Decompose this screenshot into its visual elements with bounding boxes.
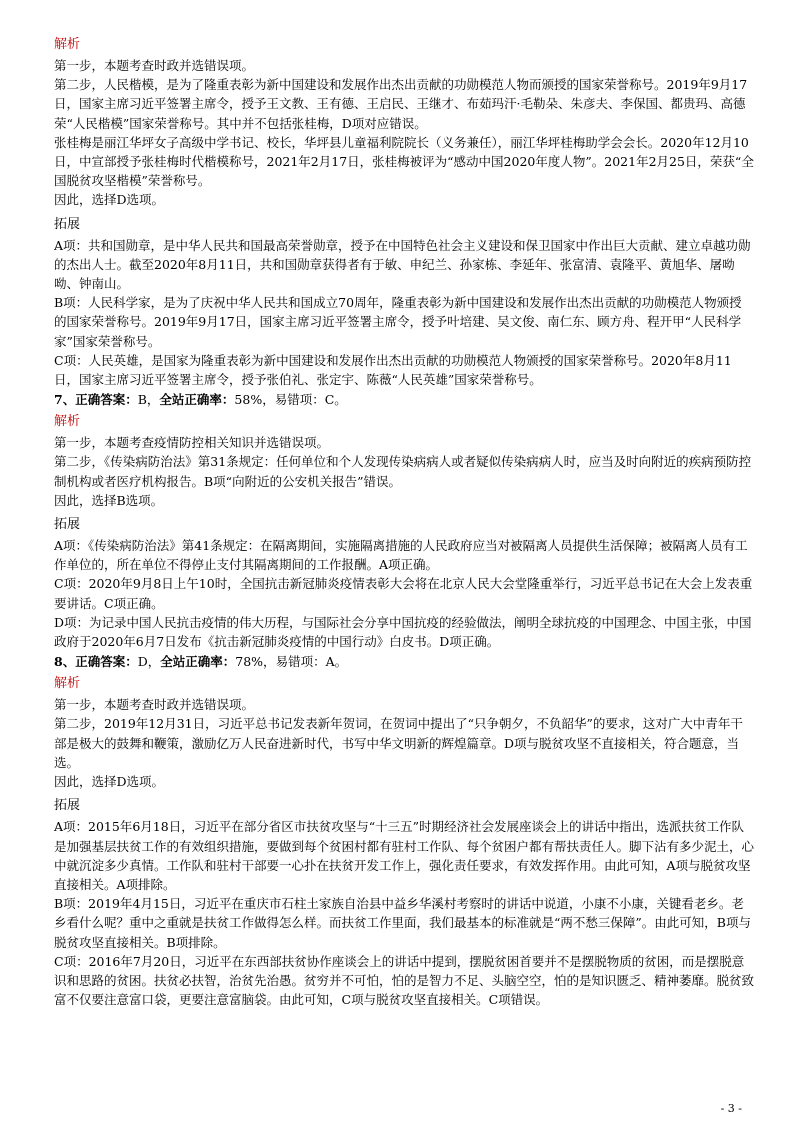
q8-answer-line [54, 651, 754, 673]
document-page [54, 34, 754, 1009]
q6-analysis-para: 张桂梅是丽江华坪女子高级中学书记、校长，华坪县儿童福利院院长（义务兼任），丽江华坪桂梅助学会会长。2020年12月10日，中宣部授予张桂梅时代楷模称号，2021年2月17日，张桂梅被评为“感动中国2020年度人物”。2021年2月25日，荣获“全国脱贫攻坚楷模”荣誉称号。 [54, 134, 754, 189]
q8-number: 8、 [54, 654, 76, 670]
q6-extension-para: C项：人民英雄，是国家为隆重表彰为新中国建设和发展作出杰出贡献的功勋模范人物颁授的国家荣誉称号。2020年8月11日，国家主席习近平签署主席令，授予张伯礼、张定宇、陈薇“人民英雄”国家荣誉称号。 [54, 352, 732, 388]
q7-analysis-para: 第一步，本题考查疫情防控相关知识并选错误项。 [54, 435, 330, 451]
q8-extension-para: B项：2019年4月15日，习近平在重庆市石柱土家族自治县中益乡华溪村考察时的讲话中说道，小康不小康，关键看老乡。老乡看什么呢？重中之重就是扶贫工作做得怎么样。而扶贫工作里面，我们最基本的标准就是“两不愁三保障”。由此可知，B项与脱贫攻坚直接相关。B项排除。 [54, 896, 751, 950]
q6-analysis-heading: 解析 [54, 37, 81, 52]
q7-answer: B， [137, 392, 160, 408]
q6-analysis-para: 第一步，本题考查时政并选错误项。 [54, 58, 255, 73]
q6-extension-para: A项：共和国勋章，是中华人民共和国最高荣誉勋章，授予在中国特色社会主义建设和保卫国家中作出巨大贡献、建立卓越功勋的杰出人士。截至2020年8月11日，共和国勋章获得者有于敏、申纪兰、孙家栋、李延年、张富清、袁隆平、黄旭华、屠呦呦、钟南山。 [54, 237, 751, 292]
q8-analysis-heading: 解析 [54, 676, 81, 692]
q8-analysis-para: 因此，选择D选项。 [54, 774, 165, 790]
page-number: - 3 - [720, 1102, 742, 1115]
q7-extension-heading: 拓展 [54, 517, 81, 533]
q7-extension-para: A项：《传染病防治法》第41条规定：在隔离期间，实施隔离措施的人民政府应当对被隔离人员提供生活保障；被隔离人员有工作单位的，所在单位不得停止支付其隔离期间的工作报酬。A项正确。 [54, 538, 748, 573]
q8-rate: 78%， [235, 654, 276, 670]
q8-analysis-para: 第二步，2019年12月31日，习近平总书记发表新年贺词，在贺词中提出了“只争朝夕，不负韶华”的要求，这对广大中青年干部是极大的鼓舞和鞭策，激励亿万人民奋进新时代，书写中华文明新的辉煌篇章。D项与脱贫攻坚不直接相关，符合题意，当选。 [54, 716, 743, 770]
q6-analysis-para: 因此，选择D选项。 [54, 192, 165, 208]
q8-extension-heading: 拓展 [54, 798, 81, 814]
q8-error-option: 易错项：A。 [275, 654, 348, 670]
q7-error-option: 易错项：C。 [274, 392, 347, 408]
q7-answer-label: 正确答案： [75, 392, 138, 408]
q8-analysis-para: 第一步，本题考查时政并选错误项。 [54, 697, 255, 713]
q7-rate: 58%， [234, 392, 275, 408]
q7-rate-label: 全站正确率： [159, 392, 235, 408]
q8-extension-para: C项：2016年7月20日，习近平在东西部扶贫协作座谈会上的讲话中提到，摆脱贫困首要并不是摆脱物质的贫困，而是摆脱意识和思路的贫困。扶贫必扶智，治贫先治愚。贫穷并不可怕，怕的是智力不足、头脑空空，怕的是知识匮乏、精神萎靡。脱贫致富不仅要注意富口袋，更要注意富脑袋。由此可知，C项与脱贫攻坚直接相关。C项错误。 [54, 953, 755, 1008]
q7-analysis-para: 因此，选择B选项。 [54, 492, 164, 508]
q7-answer-line [54, 389, 754, 411]
q7-analysis-heading: 解析 [54, 414, 81, 430]
q6-extension-para: B项：人民科学家，是为了庆祝中华人民共和国成立70周年，隆重表彰为新中国建设和发展作出杰出贡献的功勋模范人物颁授的国家荣誉称号。2019年9月17日，国家主席习近平签署主席令，授予叶培建、吴文俊、南仁东、顾方舟、程开甲“人民科学家”国家荣誉称号。 [54, 295, 742, 349]
q8-answer: D， [137, 654, 161, 670]
q7-extension-para: D项：为记录中国人民抗击疫情的伟大历程，与国际社会分享中国抗疫的经验做法，阐明全球抗疫的中国理念、中国主张，中国政府于2020年6月7日发布《抗击新冠肺炎疫情的中国行动》白皮书。D项正确。 [54, 614, 752, 650]
q8-answer-label: 正确答案： [75, 654, 138, 670]
q7-extension-para: C项：2020年9月8日上午10时，全国抗击新冠肺炎疫情表彰大会将在北京人民大会堂隆重举行，习近平总书记在大会上发表重要讲话。C项正确。 [54, 576, 753, 611]
q7-analysis-para: 第二步，《传染病防治法》第31条规定：任何单位和个人发现传染病病人或者疑似传染病病人时，应当及时向附近的疾病预防控制机构或者医疗机构报告。B项“向附近的公安机关报告”错误。 [54, 454, 752, 489]
q8-extension-para: A项：2015年6月18日，习近平在部分省区市扶贫攻坚与“十三五”时期经济社会发展座谈会上的讲话中指出，选派扶贫工作队是加强基层扶贫工作的有效组织措施，要做到每个贫困村都有驻村工作队、每个贫困户都有帮扶责任人。脚下沾有多少泥土，心中就沉淀多少真情。工作队和驻村干部要一心扑在扶贫开发工作上，强化责任要求，有效发挥作用。由此可知，A项与脱贫攻坚直接相关。A项排除。 [54, 819, 755, 892]
q6-extension-heading: 拓展 [54, 216, 81, 232]
q7-number: 7、 [54, 392, 76, 408]
q6-analysis-para: 第二步，人民楷模，是为了隆重表彰为新中国建设和发展作出杰出贡献的功勋模范人物而颁授的国家荣誉称号。2019年9月17日，国家主席习近平签署主席令，授予王文教、王有德、王启民、王继才、布茹玛汗·毛勒朵、朱彦夫、李保国、都贵玛、高德荣“人民楷模”国家荣誉称号。其中并不包括张桂梅，D项对应错误。 [54, 77, 748, 131]
q8-rate-label: 全站正确率： [160, 654, 236, 670]
